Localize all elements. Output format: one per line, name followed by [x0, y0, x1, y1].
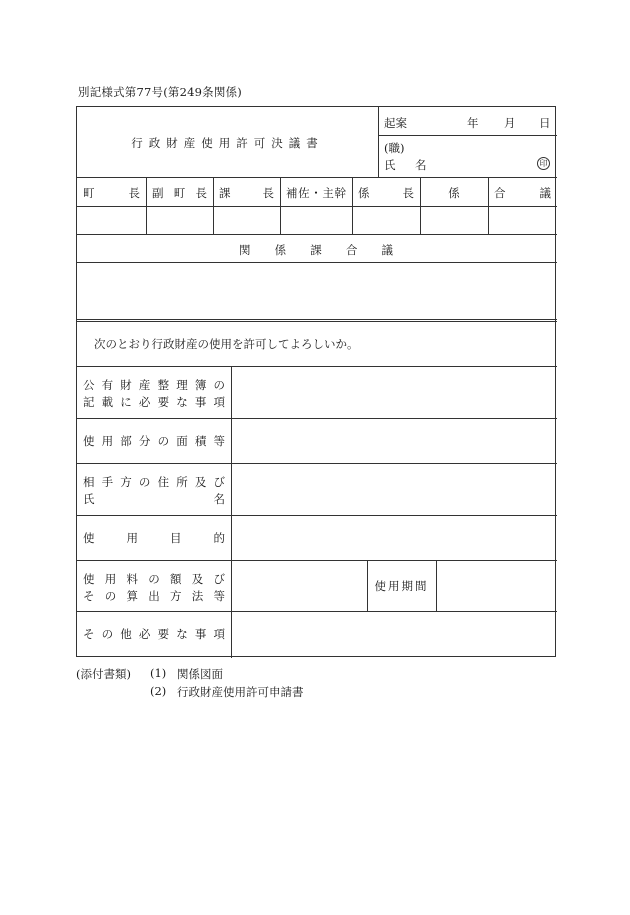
attachment-2-num: (2) — [150, 684, 167, 698]
divider — [77, 262, 557, 263]
divider — [77, 560, 557, 561]
fee-label-line2: その算出方法等 — [83, 589, 225, 603]
fee-label-line1: 使用料の額及び — [83, 572, 225, 586]
seal-icon: 印 — [537, 157, 550, 170]
period-label: 使用期間 — [374, 579, 429, 593]
property-register-label-line2: 記載に必要な事項 — [83, 395, 225, 409]
other-label: その他必要な事項 — [83, 627, 225, 641]
approver-staff: 係 — [448, 186, 460, 200]
purpose-label: 使用目的 — [83, 531, 225, 545]
draft-day: 日 — [539, 116, 551, 130]
divider — [77, 206, 557, 207]
drafter-position: (職) — [384, 141, 405, 155]
drafter-name-label: 氏 名 — [384, 158, 431, 172]
property-register-label-line1: 公有財産整理簿の — [83, 378, 225, 392]
approval-statement: 次のとおり行政財産の使用を許可してよろしいか。 — [94, 337, 359, 351]
divider — [77, 321, 557, 322]
approver-consultation: 合議 — [494, 186, 551, 200]
attachments-label: (添付書類) — [76, 667, 131, 681]
attachment-2-text: 行政財産使用許可申請書 — [177, 685, 304, 699]
divider — [77, 234, 557, 235]
approver-section-chief-label: 課長 — [219, 186, 274, 200]
form-title: 行政財産使用許可決議書 — [131, 136, 324, 150]
form-number-caption: 別記様式第77号(第249条関係) — [78, 85, 242, 99]
divider — [77, 319, 557, 320]
divider — [77, 177, 557, 178]
approver-deputy-mayor: 副町長 — [152, 186, 207, 200]
approver-assistant: 補佐・主幹 — [286, 186, 346, 200]
divider — [77, 611, 557, 612]
attachment-1-num: (1) — [150, 666, 167, 680]
divider — [77, 463, 557, 464]
permit-resolution-form — [76, 106, 556, 657]
divider — [378, 135, 557, 136]
divider — [77, 515, 557, 516]
divider — [231, 366, 232, 658]
counterparty-label-line1: 相手方の住所及び — [83, 475, 225, 489]
draft-year: 年 — [467, 116, 479, 130]
divider — [436, 560, 437, 611]
attachment-1-text: 関係図面 — [177, 667, 223, 681]
divider — [77, 366, 557, 367]
divider — [77, 418, 557, 419]
draft-month: 月 — [504, 116, 516, 130]
approver-unit-chief: 係長 — [358, 186, 414, 200]
area-label: 使用部分の面積等 — [83, 434, 225, 448]
divider — [378, 107, 379, 177]
counterparty-label-line2: 氏名 — [83, 492, 225, 506]
approver-town-mayor: 町長 — [83, 186, 140, 200]
draft-label: 起案 — [384, 116, 407, 130]
consultation-header: 関係課合議 — [239, 243, 393, 257]
